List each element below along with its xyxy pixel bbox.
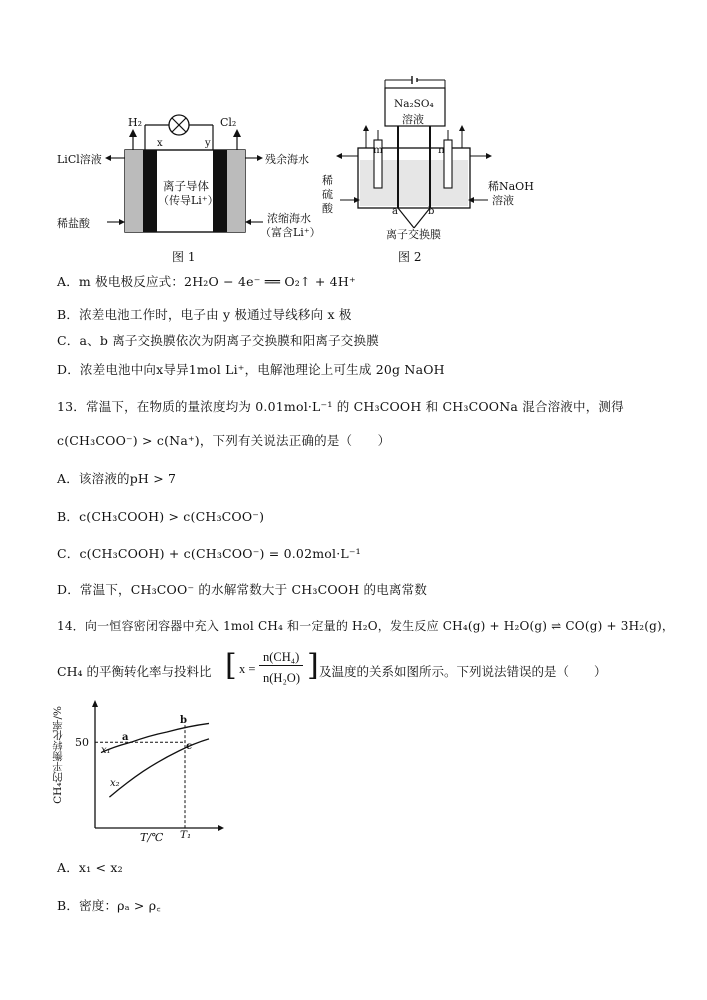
x-label: x: [157, 138, 163, 149]
y-tick-50: 50: [75, 736, 89, 749]
chart-guides: [95, 725, 185, 828]
h2-label: H₂: [128, 116, 143, 129]
x-axis-arrow: [218, 825, 224, 831]
b-label: b: [428, 206, 435, 217]
q13-stem-line2: c(CH₃COO⁻) > c(Na⁺)，下列有关说法正确的是（ ）: [57, 433, 391, 448]
electrode-y: [213, 150, 227, 232]
series-x1-label: x₁: [101, 745, 111, 756]
point-c-label: c: [186, 741, 193, 752]
left-chamber: [125, 150, 143, 232]
a-label: a: [392, 206, 398, 217]
q13-stem-line1: 13．常温下，在物质的量浓度均为 0.01mol·L⁻¹ 的 CH₃COOH 和 CH₃COONa 混合溶液中，测得: [57, 399, 624, 414]
cl2-label: Cl₂: [220, 116, 237, 129]
q12-option-a: A．m 极电极反应式：2H₂O − 4e⁻ ══ O₂↑ + 4H⁺: [57, 274, 356, 289]
q13-option-d: D．常温下，CH₃COO⁻ 的水解常数大于 CH₃COOH 的电离常数: [57, 582, 428, 597]
q14-option-b: B．密度：ρₐ > ρ꜀: [57, 898, 161, 913]
conversion-chart-svg: [52, 698, 225, 848]
q13-option-b: B．c(CH₃COOH) > c(CH₃COO⁻): [57, 509, 265, 524]
q14-stem-line2-end: 及温度的关系如图所示。下列说法错误的是（ ）: [319, 664, 607, 679]
figure-2-diagram: [320, 68, 550, 243]
membrane-label: 离子交换膜: [386, 228, 441, 241]
concentrated-seawater-label: 浓缩海水: [267, 212, 311, 225]
bracket-left: [: [225, 648, 237, 683]
electrode-n: [444, 140, 452, 188]
figure-1: [55, 110, 325, 260]
li-rich-label: （富含Li⁺）: [260, 226, 321, 239]
y-axis-label: CH₄的平衡转化率/%: [52, 706, 64, 804]
q14-stem-line2-start: CH₄ 的平衡转化率与投料比: [57, 664, 212, 679]
q14-option-a: A．x₁ < x₂: [57, 860, 123, 875]
naoh-solution-label: 溶液: [492, 194, 514, 207]
na2so4-label: Na₂SO₄: [394, 98, 434, 110]
ion-conductor-label: 离子导体: [163, 179, 209, 193]
right-chamber: [227, 150, 245, 232]
figure-2-caption: 图 2: [398, 250, 422, 264]
x-axis-label: T/℃: [140, 831, 164, 844]
figure-1-caption: 图 1: [172, 250, 196, 264]
point-a-label: a: [122, 732, 129, 743]
q12-option-d: D．浓差电池中向x导异1mol Li⁺，电解池理论上可生成 20g NaOH: [57, 362, 445, 377]
q12-option-b: B．浓差电池工作时，电子由 y 极通过导线移向 x 极: [57, 307, 352, 322]
q13-option-a: A．该溶液的pH > 7: [57, 471, 177, 486]
acid-char-1: 稀: [322, 174, 333, 187]
conversion-chart: [52, 698, 225, 848]
residual-seawater-label: 残余海水: [265, 153, 309, 166]
ratio-denominator: n(H₂O): [263, 671, 300, 685]
y-label: y: [205, 138, 211, 149]
series-x2-label: x₂: [110, 778, 120, 789]
ratio-x-label: x =: [239, 662, 256, 676]
m-label: m: [373, 144, 383, 156]
na2so4-solution-label: 溶液: [402, 113, 424, 126]
electrode-x: [143, 150, 157, 232]
series-line-1: [101, 723, 209, 752]
x-tick-t1: T₁: [180, 829, 192, 841]
naoh-label: 稀NaOH: [488, 180, 534, 193]
point-b-label: b: [180, 715, 187, 726]
q14-stem-line1: 14．向一恒容密闭容器中充入 1mol CH₄ 和一定量的 H₂O，发生反应 CH₄(g) + H₂O(g) ⇌ CO(g) + 3H₂(g)，: [57, 619, 675, 633]
ratio-numerator: n(CH₄): [259, 650, 303, 666]
licl-label: LiCl溶液: [57, 153, 102, 166]
series-line-2: [109, 739, 209, 797]
q12-option-c: C．a、b 离子交换膜依次为阴离子交换膜和阳离子交换膜: [57, 333, 379, 348]
y-axis-arrow: [92, 700, 98, 707]
n-label: n: [438, 144, 445, 156]
hcl-label: 稀盐酸: [57, 217, 90, 230]
bracket-right: ]: [307, 648, 319, 683]
acid-char-2: 硫: [322, 188, 333, 201]
acid-char-3: 酸: [322, 202, 333, 215]
ion-conductor-sub-label: （传导Li⁺）: [158, 194, 219, 207]
figure-2: [320, 68, 550, 243]
q13-option-c: C．c(CH₃COOH) + c(CH₃COO⁻) = 0.02mol·L⁻¹: [57, 546, 361, 561]
